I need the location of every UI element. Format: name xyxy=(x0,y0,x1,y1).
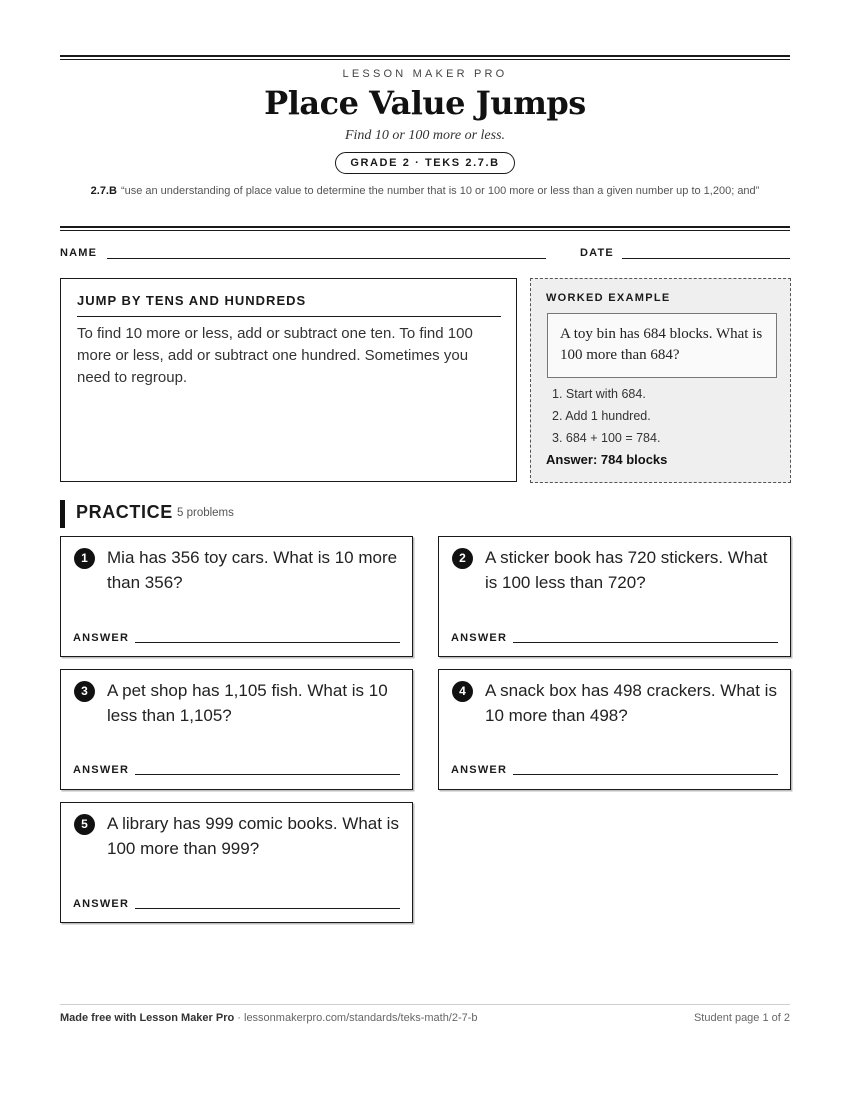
problem-card-1 xyxy=(60,536,413,657)
name-field[interactable] xyxy=(107,258,546,259)
footer-made-with: Made free with Lesson Maker Pro xyxy=(60,1012,235,1024)
worked-example-step: 3. 684 + 100 = 784. xyxy=(552,431,661,445)
worked-example-step: 2. Add 1 hundred. xyxy=(552,409,651,423)
answer-label: ANSWER xyxy=(73,632,130,644)
answer-label: ANSWER xyxy=(451,764,508,776)
practice-accent-bar xyxy=(60,500,65,528)
worked-example-step: 1. Start with 684. xyxy=(552,387,646,401)
standard-description xyxy=(60,183,790,199)
footer-url[interactable]: lessonmakerpro.com/standards/teks-math/2-7-b xyxy=(244,1012,478,1024)
problem-text: A snack box has 498 crackers. What is 10 more than 498? xyxy=(485,681,777,725)
footer-rule xyxy=(60,1004,790,1005)
problem-number-badge: 5 xyxy=(74,814,95,835)
worked-example-steps xyxy=(552,383,660,449)
practice-title: PRACTICE xyxy=(76,502,173,522)
page-subtitle: Find 10 or 100 more or less. xyxy=(344,128,506,143)
answer-label: ANSWER xyxy=(73,898,130,910)
problem-number-badge: 4 xyxy=(452,681,473,702)
standard-text: “use an understanding of place value to determine the number that is 10 or 100 more or less than a given number up to 1,200; and” xyxy=(120,185,760,197)
brand-name: LESSON MAKER PRO xyxy=(342,68,508,80)
grade-badge-wrap xyxy=(60,152,790,174)
divider-rule-thin xyxy=(60,230,790,231)
problem-text: Mia has 356 toy cars. What is 10 more than 356? xyxy=(107,548,398,592)
problem-number-badge: 1 xyxy=(74,548,95,569)
answer-field-4[interactable] xyxy=(513,774,778,775)
problem-number-badge: 2 xyxy=(452,548,473,569)
problem-text: A pet shop has 1,105 fish. What is 10 less than 1,105? xyxy=(107,681,388,725)
grade-badge: GRADE 2 · TEKS 2.7.B xyxy=(335,152,514,174)
problem-card-3 xyxy=(60,669,413,790)
header-rule-thin xyxy=(60,59,790,60)
problem-card-5 xyxy=(60,802,413,923)
answer-field-2[interactable] xyxy=(513,642,778,643)
problem-number-badge: 3 xyxy=(74,681,95,702)
answer-field-5[interactable] xyxy=(135,908,400,909)
date-field[interactable] xyxy=(622,258,790,259)
footer-page-number: Student page 1 of 2 xyxy=(693,1012,790,1024)
practice-count: 5 problems xyxy=(177,507,234,519)
divider-rule-thick xyxy=(60,226,790,228)
footer-credit xyxy=(60,1012,478,1024)
concept-box xyxy=(60,278,517,482)
concept-title: JUMP BY TENS AND HUNDREDS xyxy=(77,293,501,317)
concept-body: To find 10 more or less, add or subtract one ten. To find 100 more or less, add or subtract one hundred. Sometimes you need to regroup. xyxy=(77,325,473,386)
problem-text: A library has 999 comic books. What is 100 more than 999? xyxy=(107,814,399,858)
answer-label: ANSWER xyxy=(73,764,130,776)
name-label: NAME xyxy=(60,247,98,259)
header-rule-thick xyxy=(60,55,790,57)
worked-example-title: WORKED EXAMPLE xyxy=(546,292,671,304)
date-label: DATE xyxy=(580,247,614,259)
page-title: Place Value Jumps xyxy=(264,84,586,122)
problem-card-4 xyxy=(438,669,791,790)
worked-example-box xyxy=(530,278,791,483)
answer-label: ANSWER xyxy=(451,632,508,644)
standard-code: 2.7.B xyxy=(90,185,117,197)
problem-text: A sticker book has 720 stickers. What is 100 less than 720? xyxy=(485,548,768,592)
worked-example-answer: Answer: 784 blocks xyxy=(546,452,668,467)
answer-field-3[interactable] xyxy=(135,774,400,775)
problem-card-2 xyxy=(438,536,791,657)
answer-field-1[interactable] xyxy=(135,642,400,643)
footer-separator: · xyxy=(234,1012,244,1024)
worked-example-problem: A toy bin has 684 blocks. What is 100 more than 684? xyxy=(547,313,777,378)
